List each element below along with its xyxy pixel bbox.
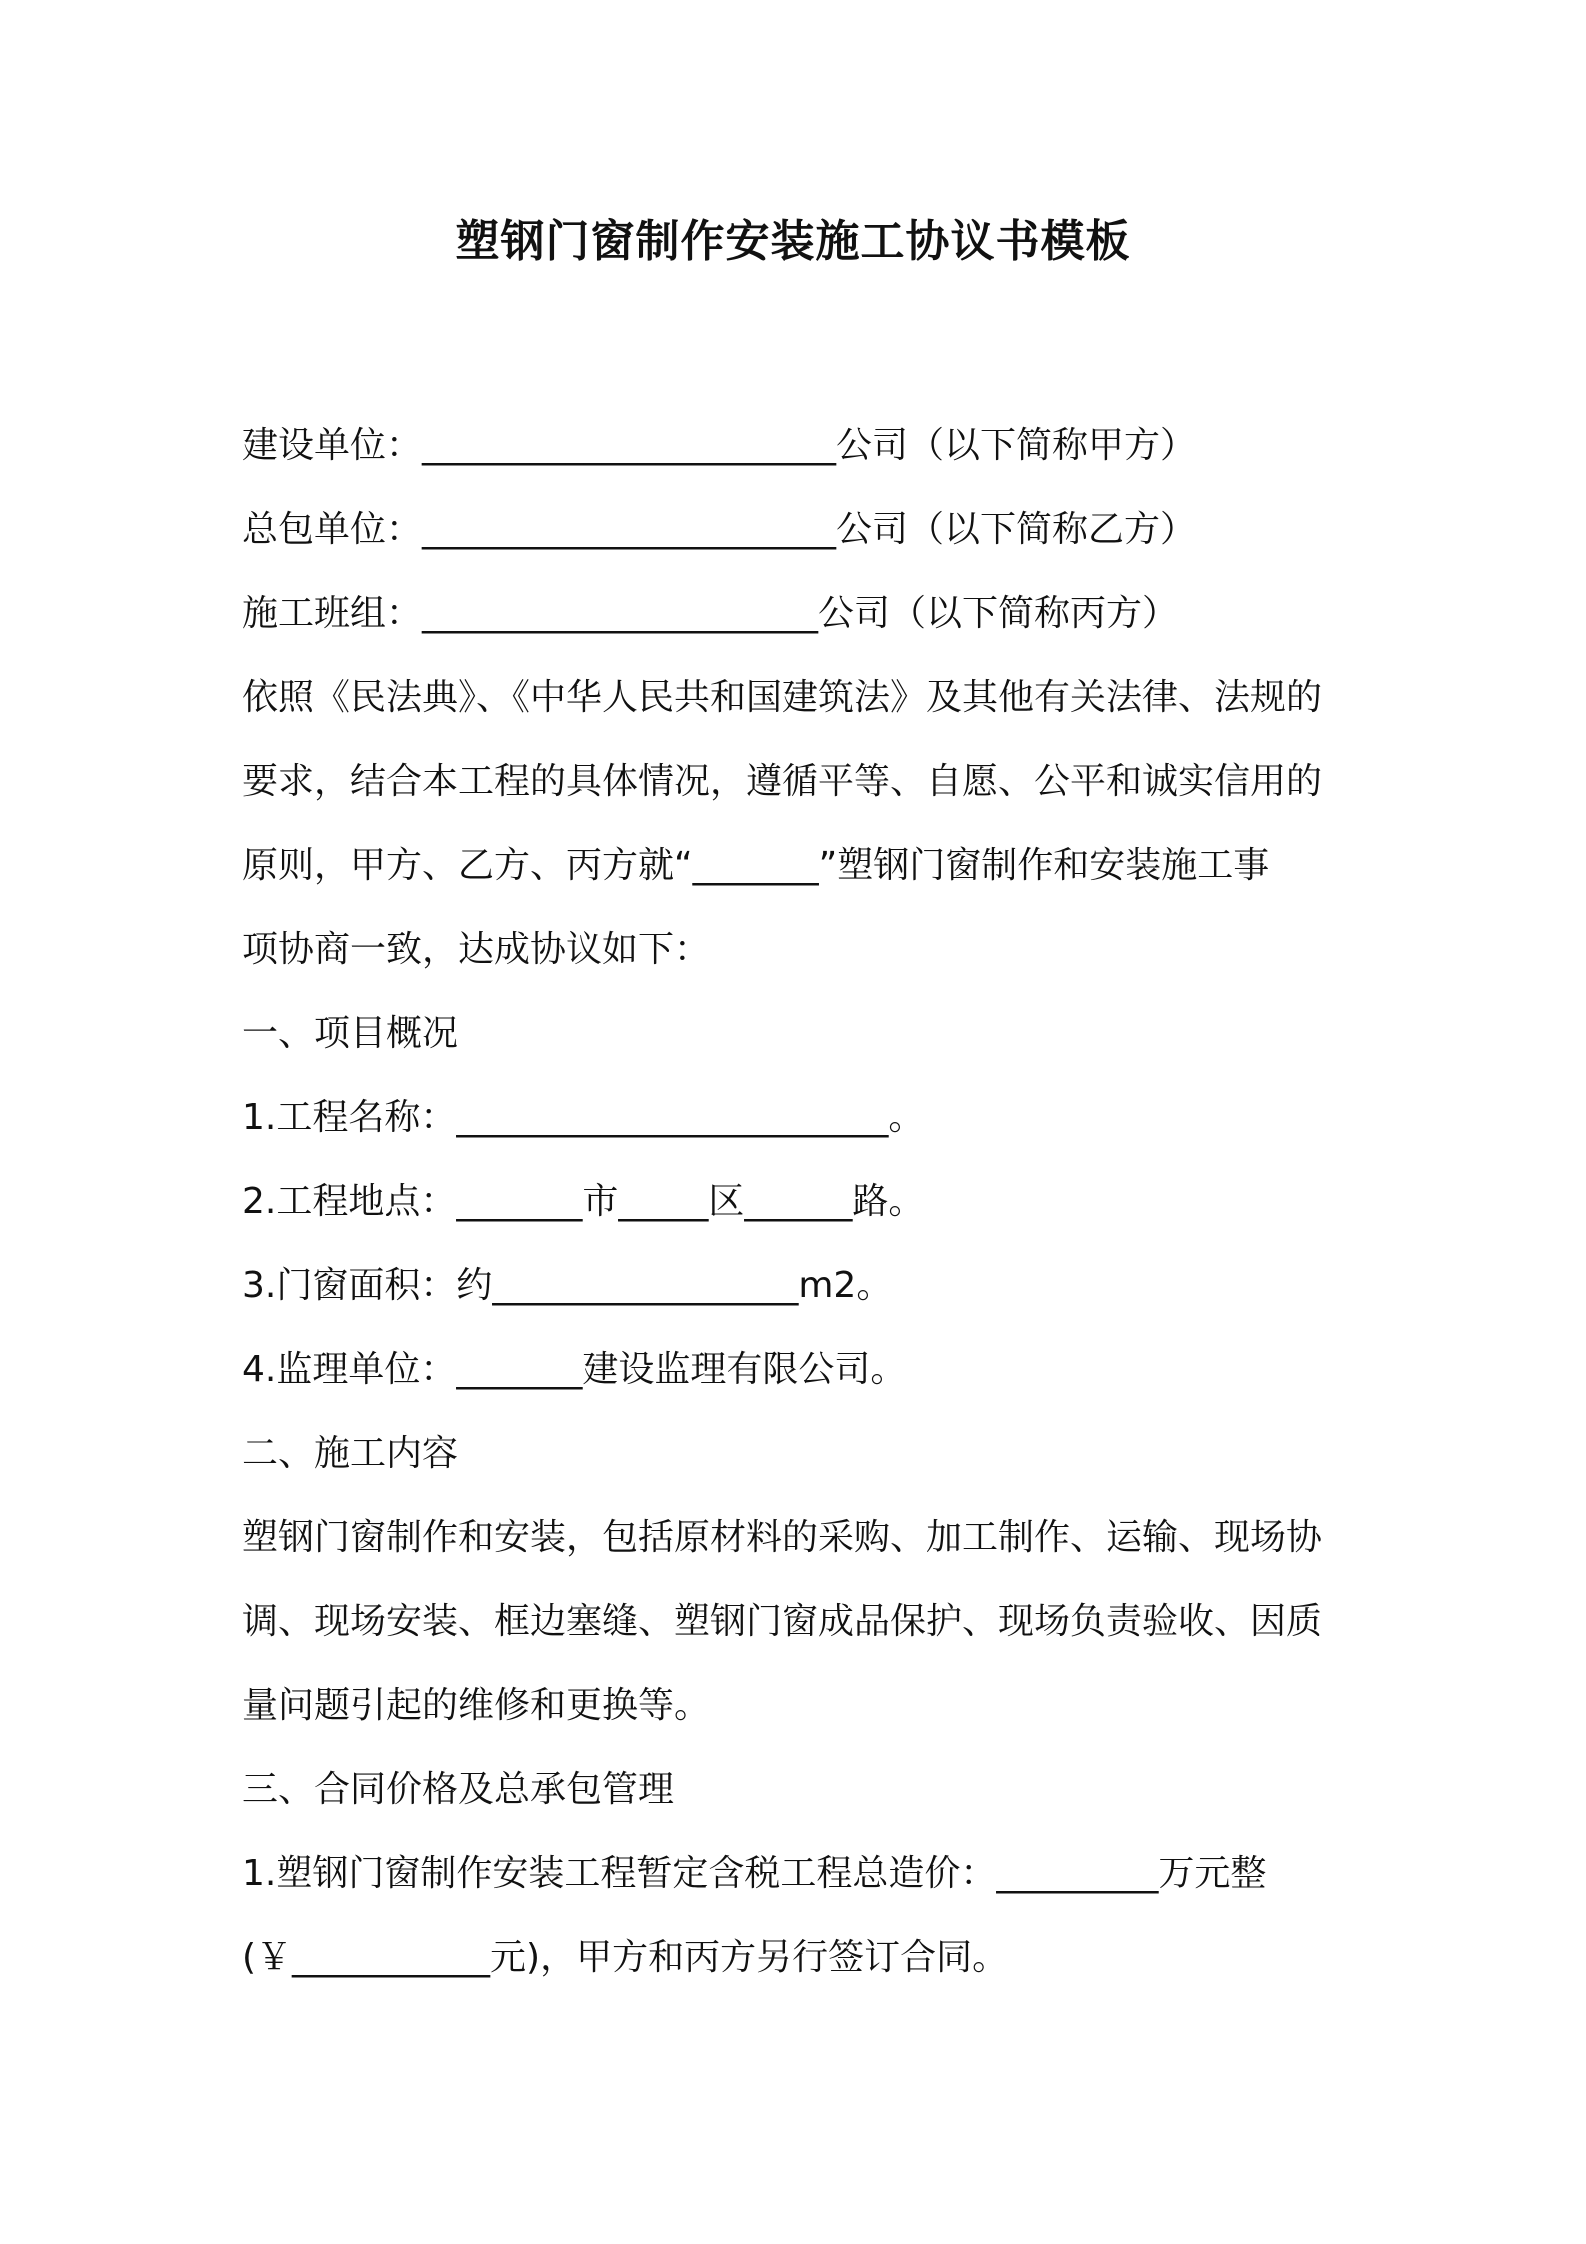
party-b-line: 总包单位：_______________________公司（以下简称乙方）: [242, 509, 1197, 550]
window-area-line: 3.门窗面积：约_________________m2。: [242, 1265, 893, 1306]
section-heading-construction-content: 二、施工内容: [242, 1433, 459, 1474]
preamble-line-3: 原则，甲方、乙方、丙方就“_______”塑钢门窗制作和安装施工事: [242, 845, 1270, 886]
project-location-line: 2.工程地点：_______市_____区______路。: [242, 1181, 925, 1222]
preamble-line-1: 依照《民法典》、《中华人民共和国建筑法》及其他有关法律、法规的: [242, 677, 1323, 718]
party-c-line: 施工班组：______________________公司（以下简称丙方）: [242, 593, 1179, 634]
party-a-line: 建设单位：_______________________公司（以下简称甲方）: [242, 425, 1197, 466]
project-name-line: 1.工程名称：________________________。: [242, 1097, 925, 1138]
preamble-line-2: 要求，结合本工程的具体情况，遵循平等、自愿、公平和诚实信用的: [242, 761, 1323, 802]
construction-content-line-2: 调、现场安装、框边塞缝、塑钢门窗成品保护、现场负责验收、因质: [242, 1601, 1323, 1642]
contract-price-line-1: 1.塑钢门窗制作安装工程暂定含税工程总造价：_________万元整: [242, 1853, 1267, 1894]
construction-content-line-3: 量问题引起的维修和更换等。: [242, 1685, 711, 1726]
section-heading-project-overview: 一、项目概况: [242, 1013, 459, 1054]
supervision-unit-line: 4.监理单位：_______建设监理有限公司。: [242, 1349, 907, 1390]
contract-price-line-2: (￥___________元)，甲方和丙方另行签订合同。: [242, 1937, 1009, 1978]
section-heading-contract-price: 三、合同价格及总承包管理: [242, 1769, 675, 1810]
document-body: [242, 404, 1362, 2000]
preamble-line-4: 项协商一致，达成协议如下：: [242, 929, 711, 970]
construction-content-line-1: 塑钢门窗制作和安装，包括原材料的采购、加工制作、运输、现场协: [242, 1517, 1323, 1558]
document-title: 塑钢门窗制作安装施工协议书模板: [455, 216, 1131, 267]
